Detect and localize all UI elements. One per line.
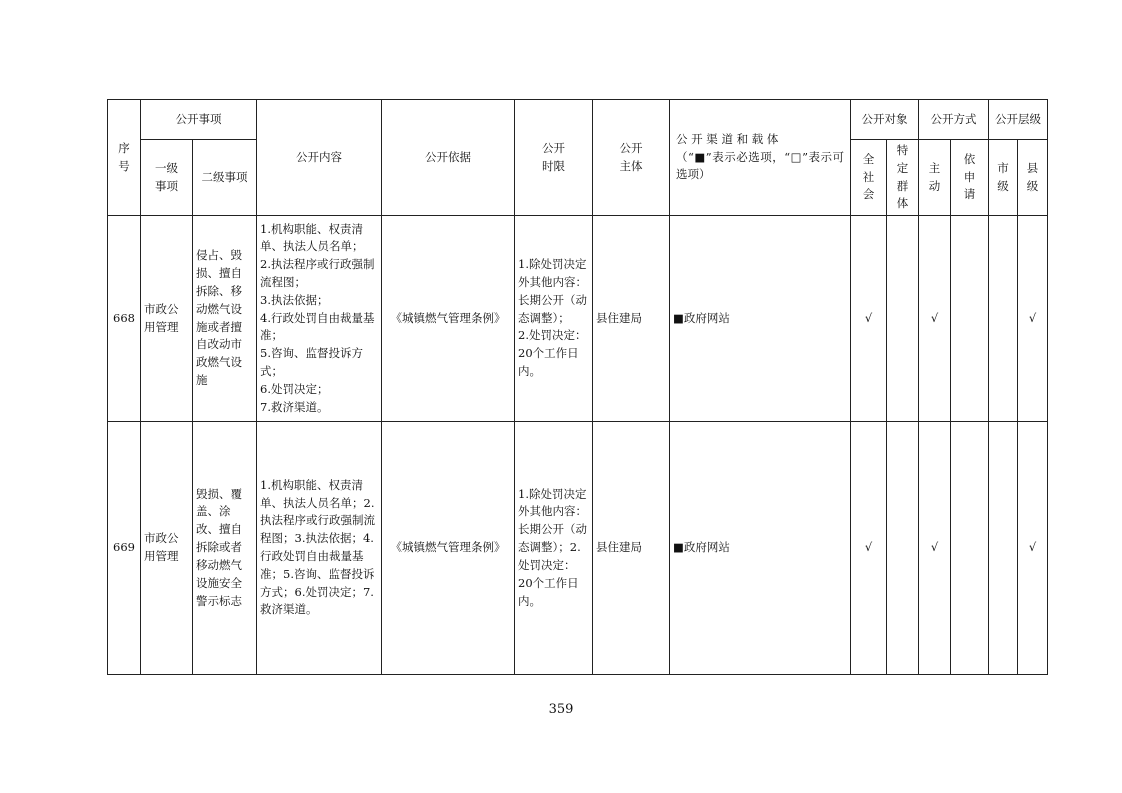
row-channel: ■政府网站	[670, 216, 851, 422]
row-level-county: √	[1018, 422, 1048, 675]
page-number: 359	[548, 702, 574, 717]
row-level2: 毁损、覆盖、涂改、擅自拆除或者移动燃气设施安全警示标志	[193, 422, 257, 675]
header-seq: 序号	[108, 100, 141, 216]
row-object-all: √	[851, 422, 887, 675]
header-object-group: 公开对象	[851, 100, 919, 140]
row-level-city	[989, 422, 1018, 675]
header-content: 公开内容	[257, 100, 382, 216]
header-level1: 一级事项	[141, 140, 193, 216]
header-object-specific: 特定群体	[887, 140, 919, 216]
row-level1: 市政公用管理	[141, 422, 193, 675]
header-mode-active: 主动	[919, 140, 951, 216]
header-object-all: 全社会	[851, 140, 887, 216]
disclosure-table	[107, 99, 1048, 675]
row-basis: 《城镇燃气管理条例》	[382, 422, 515, 675]
header-level-group: 公开层级	[989, 100, 1048, 140]
header-level-county: 县级	[1018, 140, 1048, 216]
header-row-1	[108, 100, 1048, 140]
row-mode-request	[951, 216, 989, 422]
table-row	[108, 216, 1048, 422]
row-object-specific	[887, 216, 919, 422]
row-mode-active: √	[919, 216, 951, 422]
row-object-specific	[887, 422, 919, 675]
row-content: 1.机构职能、权责清单、执法人员名单；2.执法程序或行政强制流程图；3.执法依据；4.行政处罚自由裁量基准；5.咨询、监督投诉方式；6.处罚决定；7.救济渠道。	[257, 422, 382, 675]
row-level1: 市政公用管理	[141, 216, 193, 422]
row-channel: ■政府网站	[670, 422, 851, 675]
row-time-limit: 1.除处罚决定外其他内容：长期公开（动态调整）；2.处罚决定：20个工作日内。	[515, 422, 593, 675]
row-mode-active: √	[919, 422, 951, 675]
row-level-county: √	[1018, 216, 1048, 422]
row-basis: 《城镇燃气管理条例》	[382, 216, 515, 422]
row-time-limit: 1.除处罚决定外其他内容：长期公开（动态调整）； 2.处罚决定：20个工作日内。	[515, 216, 593, 422]
header-basis: 公开依据	[382, 100, 515, 216]
row-mode-request	[951, 422, 989, 675]
row-seq: 669	[108, 422, 141, 675]
row-seq: 668	[108, 216, 141, 422]
header-mode-group: 公开方式	[919, 100, 989, 140]
row-level2: 侵占、毁损、擅自拆除、移动燃气设施或者擅自改动市政燃气设施	[193, 216, 257, 422]
row-subject: 县住建局	[593, 422, 670, 675]
row-subject: 县住建局	[593, 216, 670, 422]
table-row	[108, 422, 1048, 675]
header-time-limit: 公开 时限	[515, 100, 593, 216]
header-subject: 公开 主体	[593, 100, 670, 216]
row-level-city	[989, 216, 1018, 422]
header-level2: 二级事项	[193, 140, 257, 216]
header-level-city: 市级	[989, 140, 1018, 216]
row-content: 1.机构职能、权责清单、执法人员名单； 2.执法程序或行政强制流程图； 3.执法依据； 4.行政处罚自由裁量基准； 5.咨询、监督投诉方式； 6.处罚决定； 7.救济渠道。	[257, 216, 382, 422]
header-channel: 公 开 渠 道 和 载 体 （“■”表示必选项，“□”表示可选项）	[670, 100, 851, 216]
header-item-group: 公开事项	[141, 100, 257, 140]
row-object-all: √	[851, 216, 887, 422]
header-mode-request: 依申请	[951, 140, 989, 216]
